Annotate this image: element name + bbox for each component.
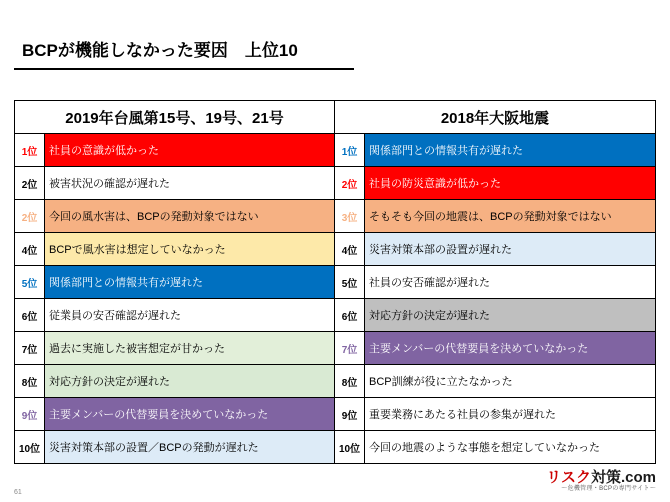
table-row bbox=[14, 431, 335, 464]
table-row bbox=[335, 398, 656, 431]
rank-cell: 2位 bbox=[335, 167, 365, 199]
factor-cell: 社員の防災意識が低かった bbox=[365, 167, 655, 199]
table-row bbox=[14, 167, 335, 200]
table-body-2018 bbox=[335, 134, 656, 464]
factor-cell: 災害対策本部の設置が遅れた bbox=[365, 233, 655, 265]
table-row bbox=[335, 167, 656, 200]
table-row bbox=[335, 365, 656, 398]
table-row bbox=[335, 134, 656, 167]
table-row bbox=[14, 332, 335, 365]
factor-cell: 災害対策本部の設置／BCPの発動が遅れた bbox=[45, 431, 334, 463]
table-row bbox=[335, 200, 656, 233]
rank-cell: 5位 bbox=[335, 266, 365, 298]
table-column-2019 bbox=[14, 100, 335, 464]
rank-cell: 7位 bbox=[335, 332, 365, 364]
table-column-2018 bbox=[335, 100, 656, 464]
factor-cell: 社員の意識が低かった bbox=[45, 134, 334, 166]
table-row bbox=[14, 134, 335, 167]
rank-cell: 6位 bbox=[335, 299, 365, 331]
factor-cell: 対応方針の決定が遅れた bbox=[45, 365, 334, 397]
table-row bbox=[335, 299, 656, 332]
rank-cell: 4位 bbox=[335, 233, 365, 265]
rank-cell: 7位 bbox=[15, 332, 45, 364]
rank-cell: 9位 bbox=[335, 398, 365, 430]
logo-risk-text: リスク bbox=[546, 468, 591, 486]
rank-cell: 2位 bbox=[15, 167, 45, 199]
rank-cell: 10位 bbox=[15, 431, 45, 463]
factor-cell: 主要メンバーの代替要員を決めていなかった bbox=[45, 398, 334, 430]
factor-cell: 関係部門との情報共有が遅れた bbox=[365, 134, 655, 166]
table-row bbox=[335, 266, 656, 299]
rank-cell: 1位 bbox=[335, 134, 365, 166]
rank-cell: 3位 bbox=[335, 200, 365, 232]
rank-cell: 10位 bbox=[335, 431, 365, 463]
table-row bbox=[14, 200, 335, 233]
table-row bbox=[14, 398, 335, 431]
rank-cell: 8位 bbox=[335, 365, 365, 397]
page-number: 61 bbox=[14, 489, 22, 496]
factor-cell: BCPで風水害は想定していなかった bbox=[45, 233, 334, 265]
table-row bbox=[335, 332, 656, 365]
column-header-2018: 2018年大阪地震 bbox=[335, 100, 656, 134]
factor-cell: 重要業務にあたる社員の参集が遅れた bbox=[365, 398, 655, 430]
logo-tagline: ～危機管理・BCPの専門サイト～ bbox=[561, 485, 656, 492]
logo-dotcom-text: .com bbox=[620, 468, 656, 486]
factor-cell: 対応方針の決定が遅れた bbox=[365, 299, 655, 331]
table-row bbox=[14, 266, 335, 299]
factor-cell: 主要メンバーの代替要員を決めていなかった bbox=[365, 332, 655, 364]
factor-cell: 社員の安否確認が遅れた bbox=[365, 266, 655, 298]
factor-cell: そもそも今回の地震は、BCPの発動対象ではない bbox=[365, 200, 655, 232]
rank-cell: 4位 bbox=[15, 233, 45, 265]
table-row bbox=[14, 299, 335, 332]
comparison-tables bbox=[14, 100, 656, 464]
logo bbox=[546, 470, 656, 492]
table-row bbox=[335, 233, 656, 266]
factor-cell: 今回の風水害は、BCPの発動対象ではない bbox=[45, 200, 334, 232]
factor-cell: 被害状況の確認が遅れた bbox=[45, 167, 334, 199]
column-header-2019: 2019年台風第15号、19号、21号 bbox=[14, 100, 335, 134]
page-title: BCPが機能しなかった要因 上位10 bbox=[22, 41, 298, 60]
factor-cell: 関係部門との情報共有が遅れた bbox=[45, 266, 334, 298]
logo-wordmark bbox=[546, 470, 656, 486]
table-row bbox=[14, 365, 335, 398]
rank-cell: 6位 bbox=[15, 299, 45, 331]
rank-cell: 8位 bbox=[15, 365, 45, 397]
rank-cell: 2位 bbox=[15, 200, 45, 232]
factor-cell: 従業員の安否確認が遅れた bbox=[45, 299, 334, 331]
table-row bbox=[14, 233, 335, 266]
factor-cell: 今回の地震のような事態を想定していなかった bbox=[365, 431, 655, 463]
title-underline bbox=[14, 68, 354, 70]
rank-cell: 5位 bbox=[15, 266, 45, 298]
rank-cell: 1位 bbox=[15, 134, 45, 166]
factor-cell: 過去に実施した被害想定が甘かった bbox=[45, 332, 334, 364]
table-body-2019 bbox=[14, 134, 335, 464]
rank-cell: 9位 bbox=[15, 398, 45, 430]
logo-taisaku-text: 対策 bbox=[590, 468, 621, 486]
factor-cell: BCP訓練が役に立たなかった bbox=[365, 365, 655, 397]
table-row bbox=[335, 431, 656, 464]
